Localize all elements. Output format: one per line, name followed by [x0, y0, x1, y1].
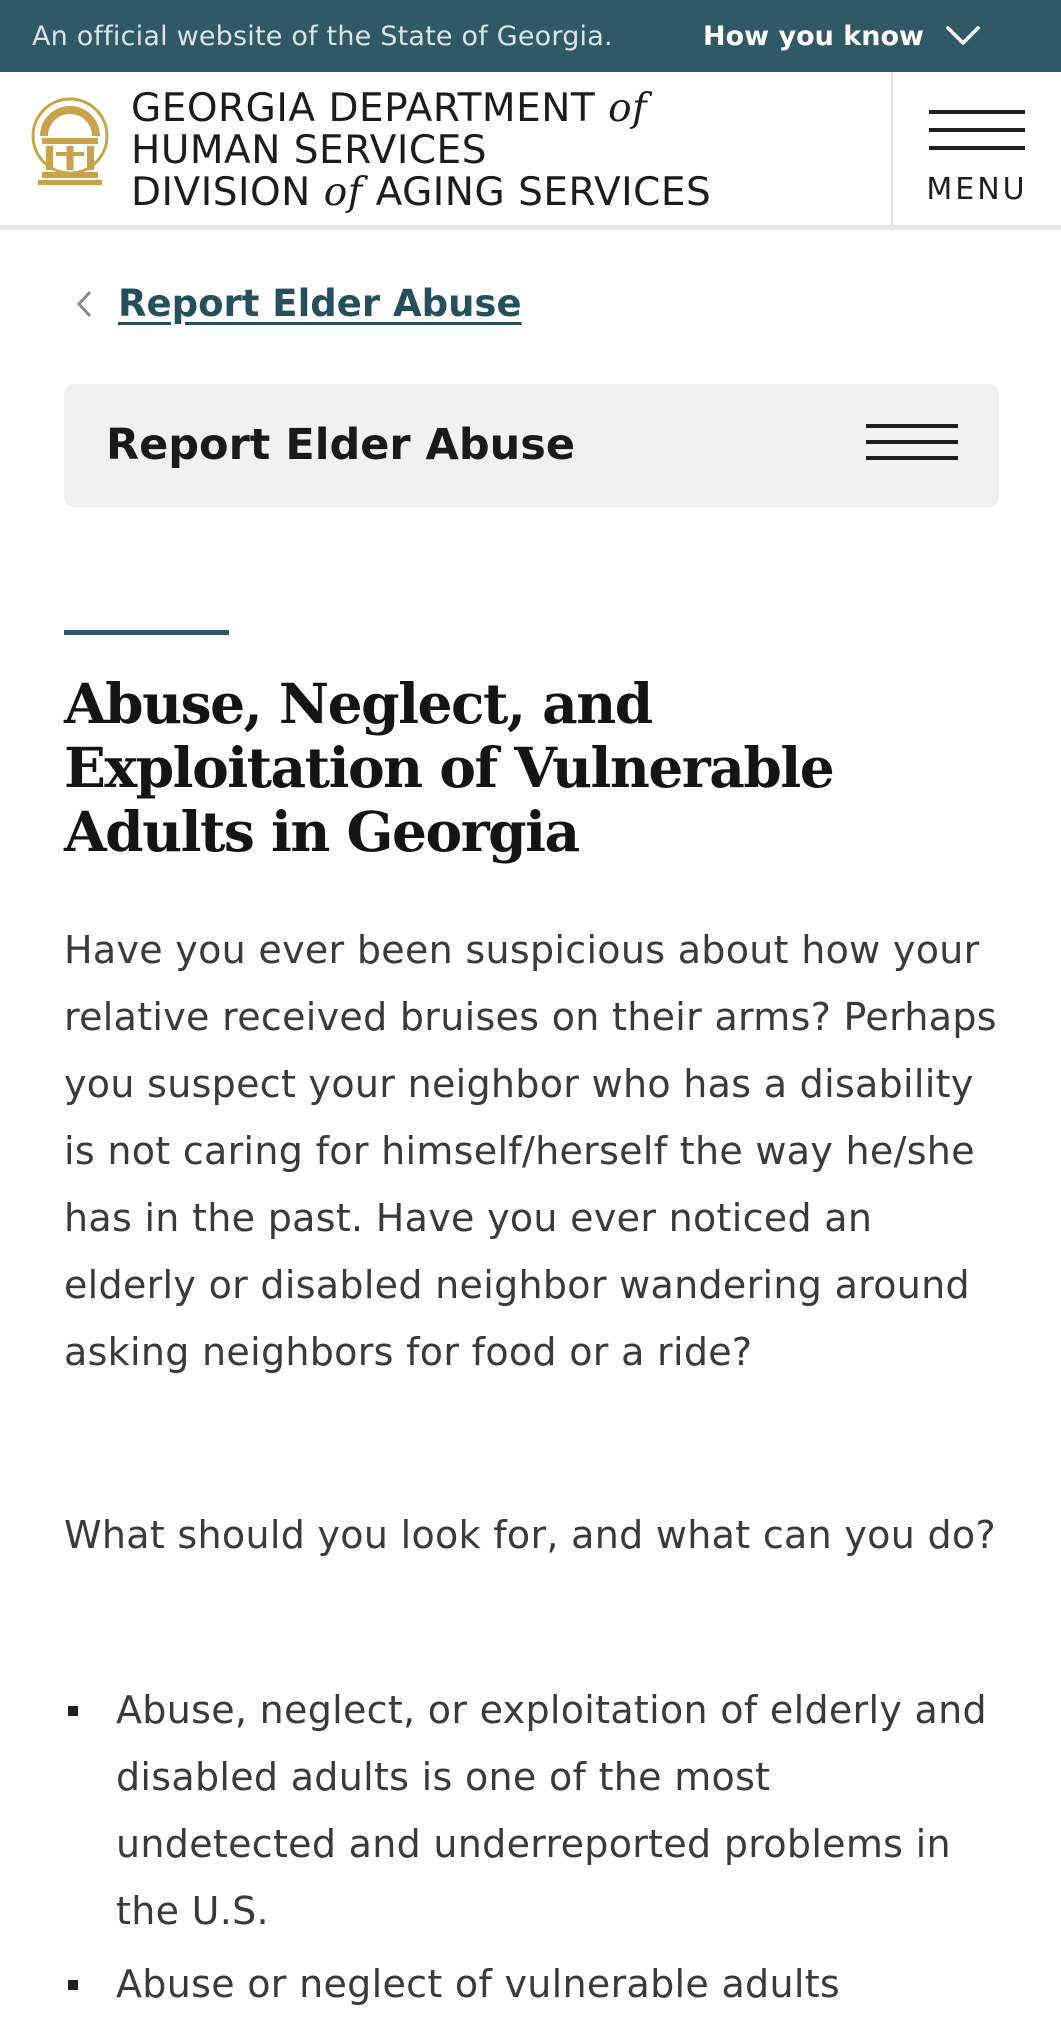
- chevron-down-icon: [946, 25, 980, 47]
- list-item-text: Abuse or neglect of vulnerable adults: [116, 1962, 840, 2006]
- official-banner: [0, 0, 1061, 72]
- how-you-know-label: How you know: [703, 20, 924, 52]
- menu-label: MENU: [926, 172, 1028, 207]
- breadcrumb: [74, 282, 522, 325]
- list-item: [64, 1951, 999, 2018]
- breadcrumb-link-report-elder-abuse[interactable]: Report Elder Abuse: [118, 282, 522, 325]
- brand-line-1: GEORGIA DEPARTMENT of: [131, 86, 648, 131]
- facts-list: [64, 1677, 999, 2024]
- list-item-text: Abuse, neglect, or exploitation of elderly and disabled adults is one of the most undetected and underreported problems in the U.S.: [116, 1688, 987, 1933]
- georgia-seal-icon[interactable]: [30, 96, 110, 188]
- question-paragraph: What should you look for, and what can you do?: [64, 1513, 996, 1557]
- official-website-text: An official website of the State of Georgia.: [32, 20, 613, 52]
- brand-line-3: DIVISION of AGING SERVICES: [131, 170, 712, 215]
- hamburger-icon: [866, 424, 958, 472]
- section-nav-title: Report Elder Abuse: [106, 420, 575, 470]
- intro-paragraph: Have you ever been suspicious about how your relative received bruises on their arms? Perhaps you suspect your neighbor who has a disability is not caring for himself/herself the way he/she has in the past. Have you ever noticed an elderly or disabled neighbor wandering around asking neighbors for food or a ride?: [64, 928, 997, 1374]
- hamburger-icon: [929, 110, 1025, 164]
- bullet-marker: [68, 1706, 78, 1716]
- chevron-left-icon: [74, 288, 96, 320]
- site-header: [0, 72, 1061, 230]
- menu-button[interactable]: [891, 72, 1061, 225]
- heading-accent-line: [64, 630, 229, 635]
- how-you-know-toggle[interactable]: [703, 0, 980, 72]
- site-brand-link[interactable]: [131, 88, 711, 214]
- bullet-marker: [68, 1980, 78, 1990]
- brand-line-2: HUMAN SERVICES: [131, 128, 487, 173]
- section-nav-toggle[interactable]: [64, 384, 999, 507]
- list-item: [64, 1677, 999, 1945]
- page-title: Abuse, Neglect, and Exploitation of Vulnerable Adults in Georgia: [64, 671, 834, 864]
